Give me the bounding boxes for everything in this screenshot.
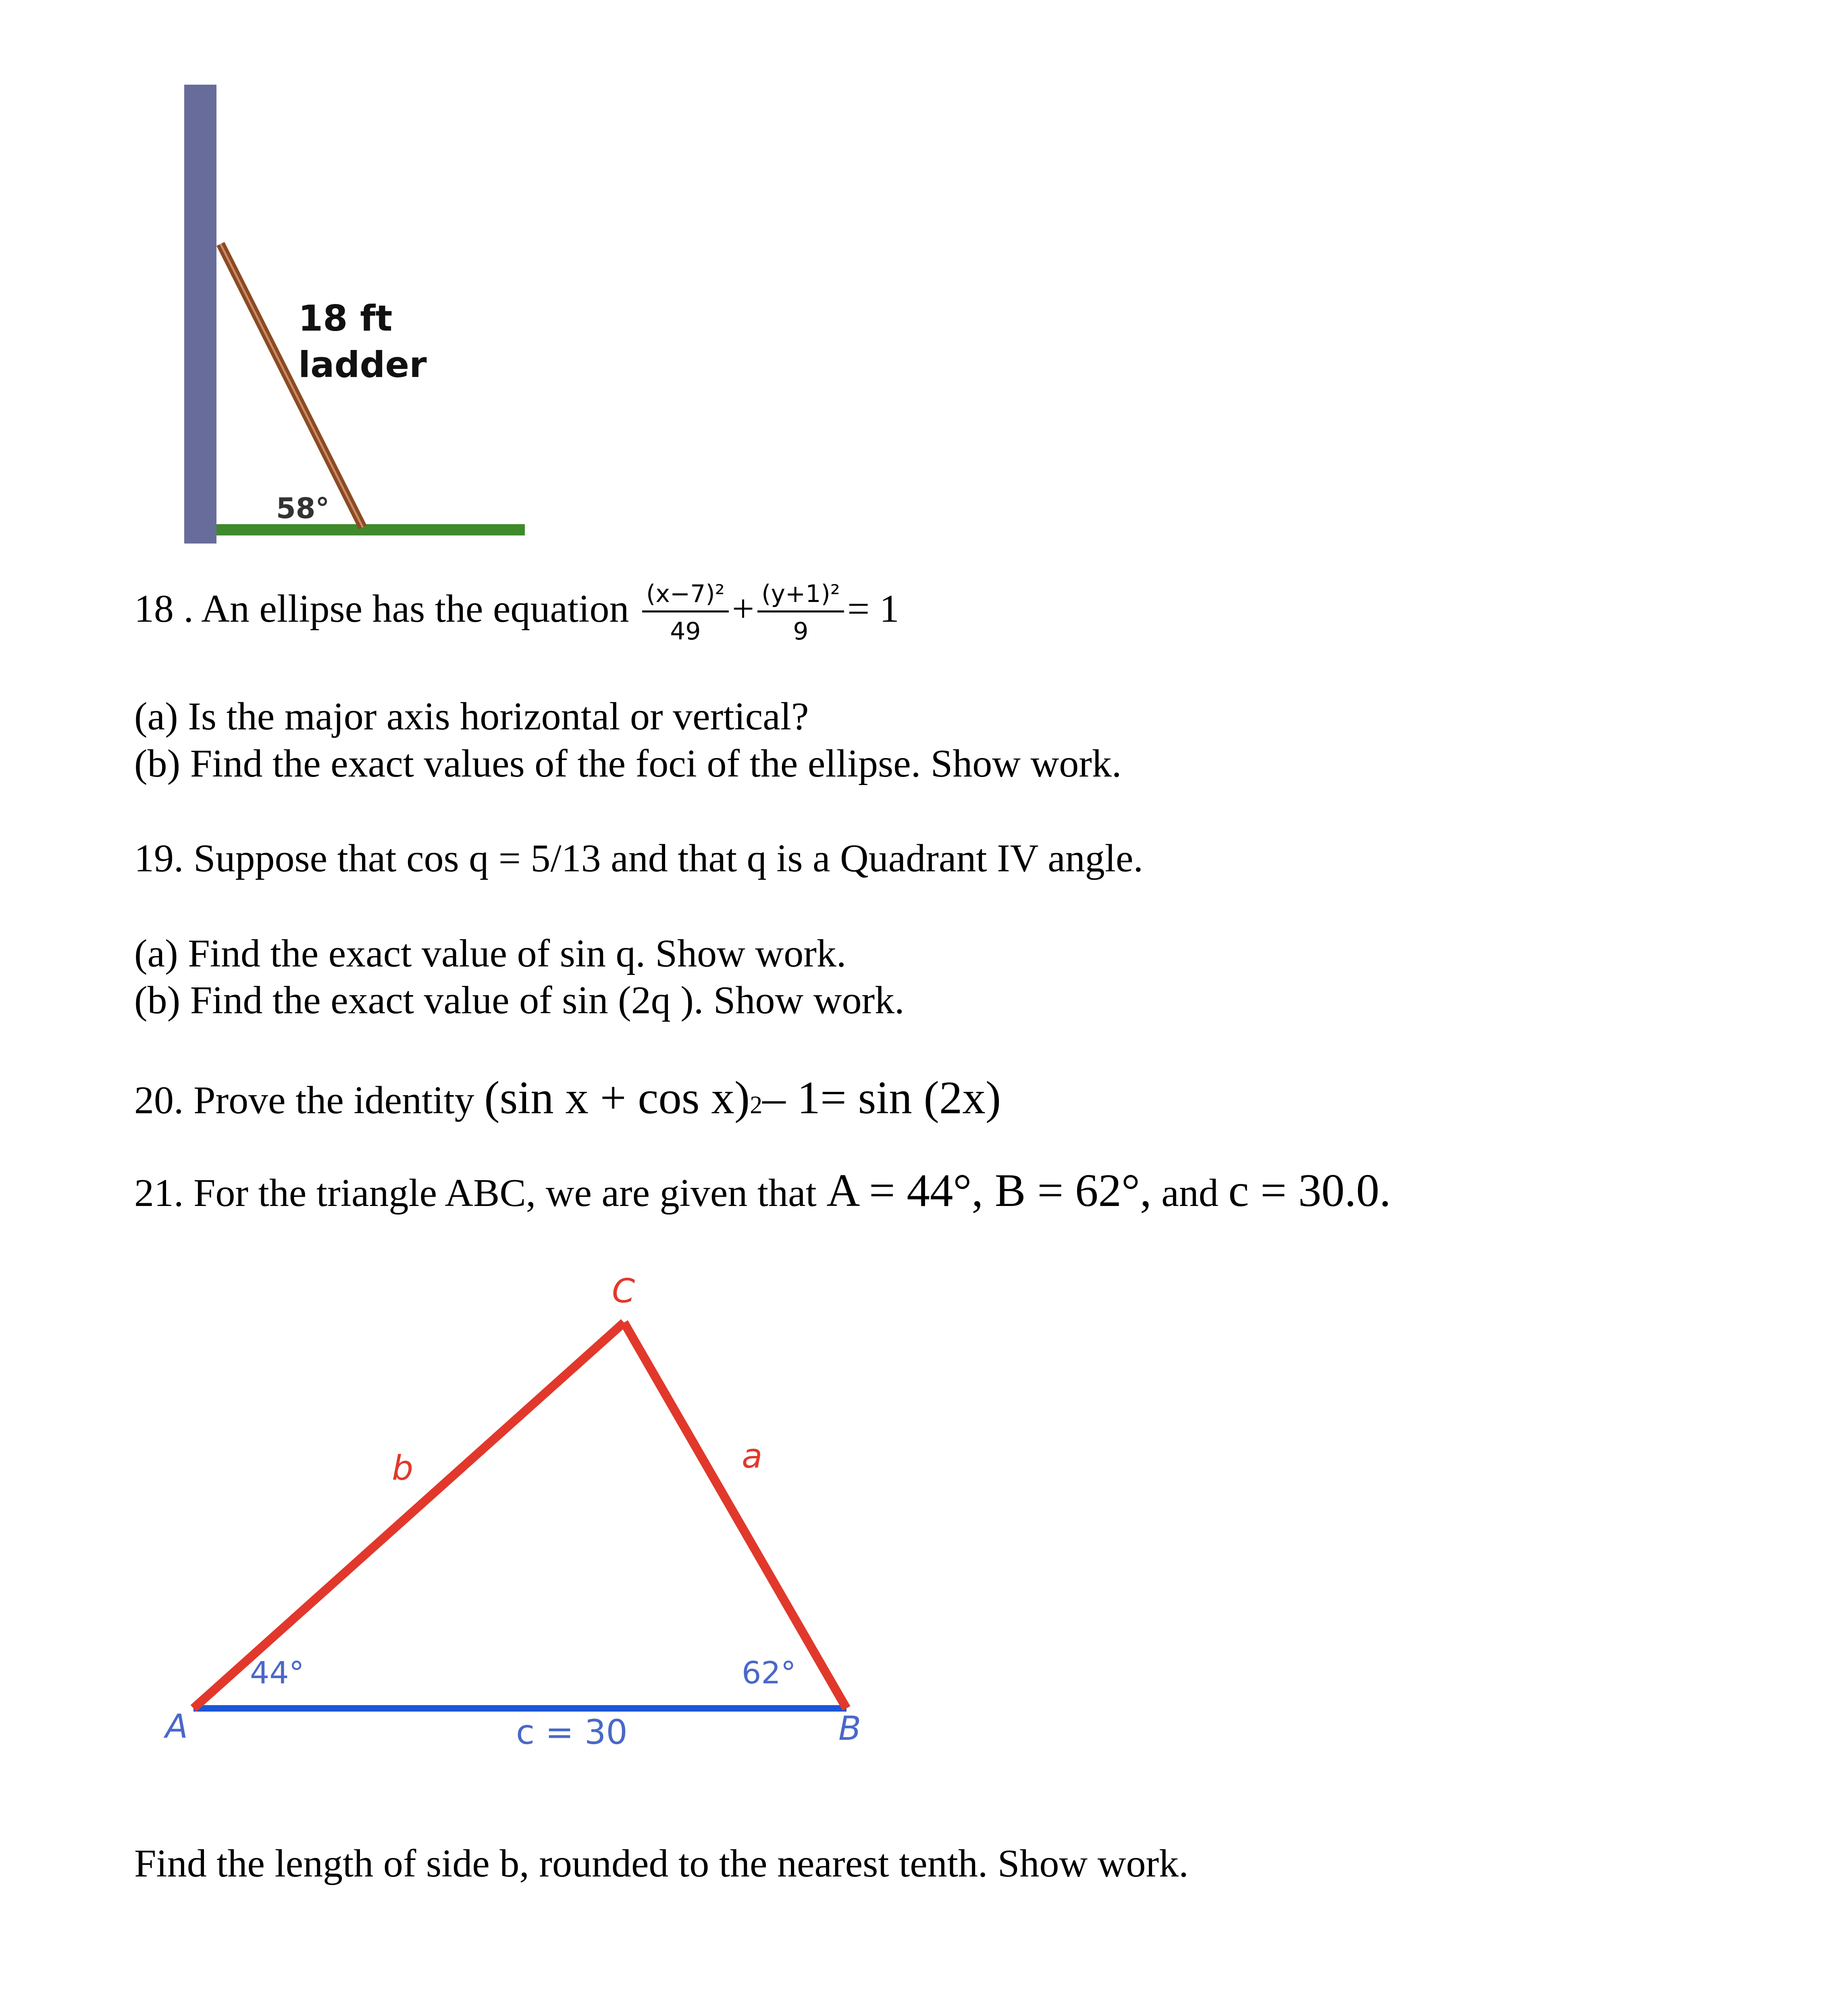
q19-part-a: (a) Find the exact value of sin q. Show work. — [134, 932, 846, 975]
q21-angles: A = 44°, B = 62°, — [826, 1165, 1152, 1216]
plus-sign: + — [732, 587, 755, 631]
ground — [216, 524, 525, 535]
q18-prefix: 18 . An ellipse has the equation — [134, 587, 629, 631]
ladder-length-label: 18 ft — [298, 298, 393, 339]
question-21 — [134, 1167, 1391, 1214]
side-c-label: c = 30 — [516, 1712, 628, 1752]
fraction-x-numerator: (x−7)² — [642, 581, 729, 612]
side-b-label: b — [392, 1448, 414, 1488]
q21-prefix: 21. For the triangle ABC, we are given that — [134, 1171, 817, 1215]
wall — [184, 85, 216, 544]
q21-side: c = 30.0. — [1228, 1165, 1391, 1216]
equals-one: = 1 — [847, 587, 899, 631]
q20-identity-left: (sin x + cos x) — [484, 1072, 750, 1123]
ellipse-fraction-y — [757, 581, 844, 645]
fraction-y-numerator: (y+1)² — [757, 581, 844, 612]
q21-footer: Find the length of side b, rounded to the nearest tenth. Show work. — [134, 1842, 1189, 1885]
vertex-a-label: A — [165, 1708, 188, 1746]
angle-b-label: 62° — [742, 1655, 796, 1691]
question-20 — [134, 1072, 1001, 1123]
vertex-c-label: C — [612, 1272, 635, 1310]
ellipse-fraction-x — [642, 581, 729, 645]
side-a-line — [624, 1322, 846, 1708]
q19-part-b: (b) Find the exact value of sin (2q ). Show work. — [134, 979, 905, 1022]
vertex-b-label: B — [838, 1710, 861, 1748]
q21-and: and — [1161, 1171, 1219, 1215]
q20-identity-right: – 1= sin (2x) — [762, 1072, 1001, 1123]
ladder-angle-label: 58° — [276, 492, 330, 525]
q20-prefix: 20. Prove the identity — [134, 1079, 474, 1122]
q19-stem: 19. Suppose that cos q = 5/13 and that q is a Quadrant IV angle. — [134, 837, 1144, 880]
ladder-label: ladder — [298, 344, 427, 385]
side-a-label: a — [742, 1436, 763, 1476]
fraction-x-denominator: 49 — [670, 617, 701, 646]
q20-exponent: 2 — [750, 1091, 763, 1119]
side-b-line — [193, 1322, 624, 1708]
q18-part-b: (b) Find the exact values of the foci of the ellipse. Show work. — [134, 742, 1122, 785]
fraction-y-denominator: 9 — [793, 617, 809, 646]
angle-a-label: 44° — [250, 1655, 304, 1691]
triangle-figure — [153, 1270, 919, 1774]
ladder-figure — [173, 81, 536, 548]
question-18 — [134, 581, 899, 645]
q18-part-a: (a) Is the major axis horizontal or vertical? — [134, 695, 809, 738]
